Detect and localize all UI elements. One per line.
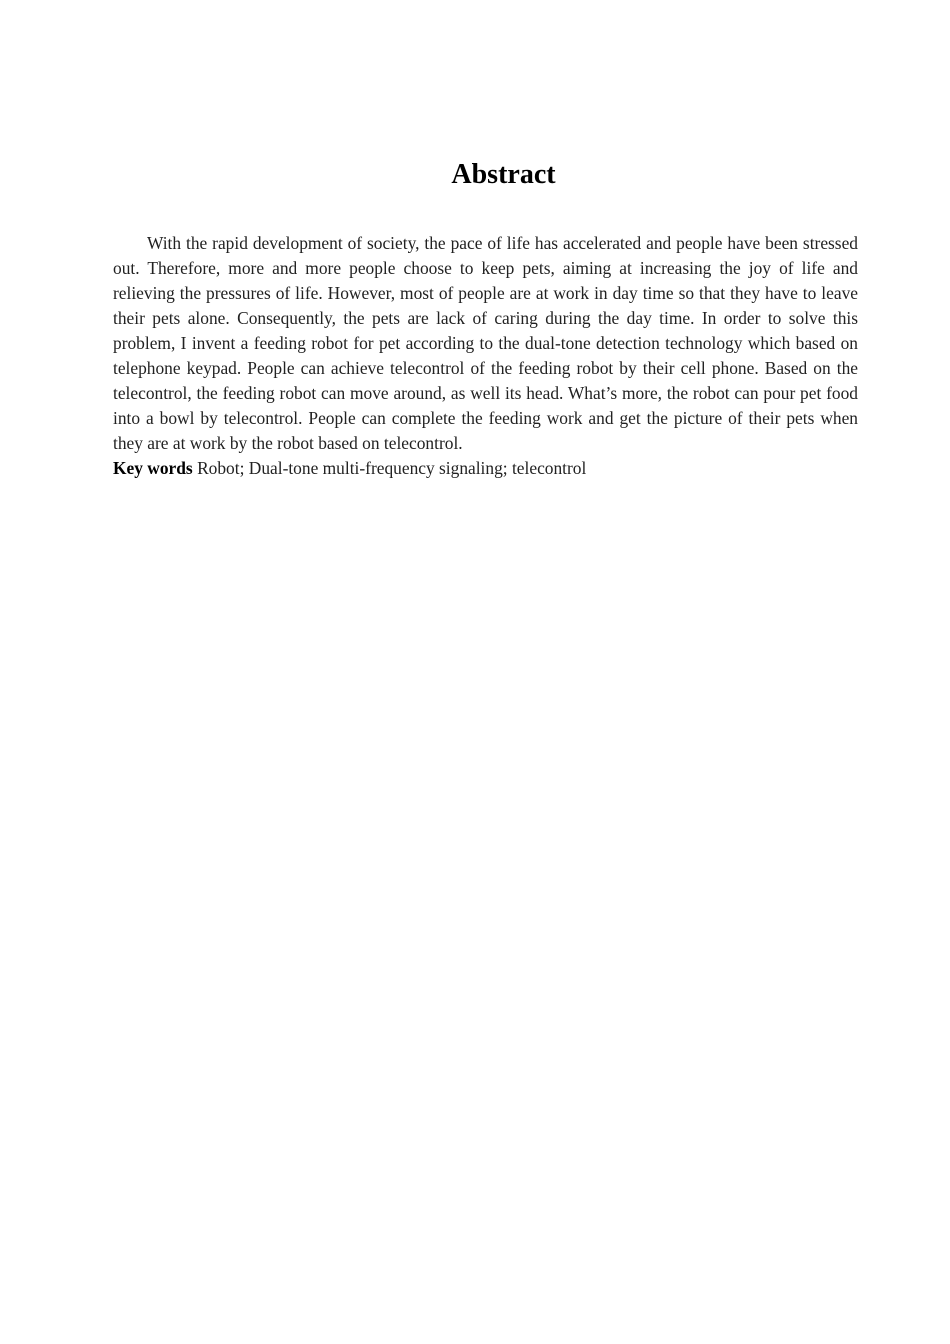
keywords-label: Key words — [113, 458, 193, 478]
abstract-title: Abstract — [451, 159, 556, 190]
abstract-section — [113, 155, 858, 481]
keywords-list: Robot; Dual-tone multi-frequency signaling; telecontrol — [197, 458, 587, 478]
abstract-body: With the rapid development of society, the pace of life has accelerated and people have been stressed out. Therefore, more and more people choose to keep pets, aiming at increasing the joy of life and relieving the pressures of life. However, most of people are at work in day time so that they have to leave their pets alone. Consequently, the pets are lack of caring during the day time. In order to solve this problem, I invent a feeding robot for pet according to the dual-tone detection technology which based on telephone keypad. People can achieve telecontrol of the feeding robot by their cell phone. Based on the telecontrol, the feeding robot can move around, as well its head. What’s more, the robot can pour pet food into a bowl by telecontrol. People can complete the feeding work and get the picture of their pets when they are at work by the robot based on telecontrol. — [113, 233, 858, 453]
keywords-line — [113, 456, 858, 481]
